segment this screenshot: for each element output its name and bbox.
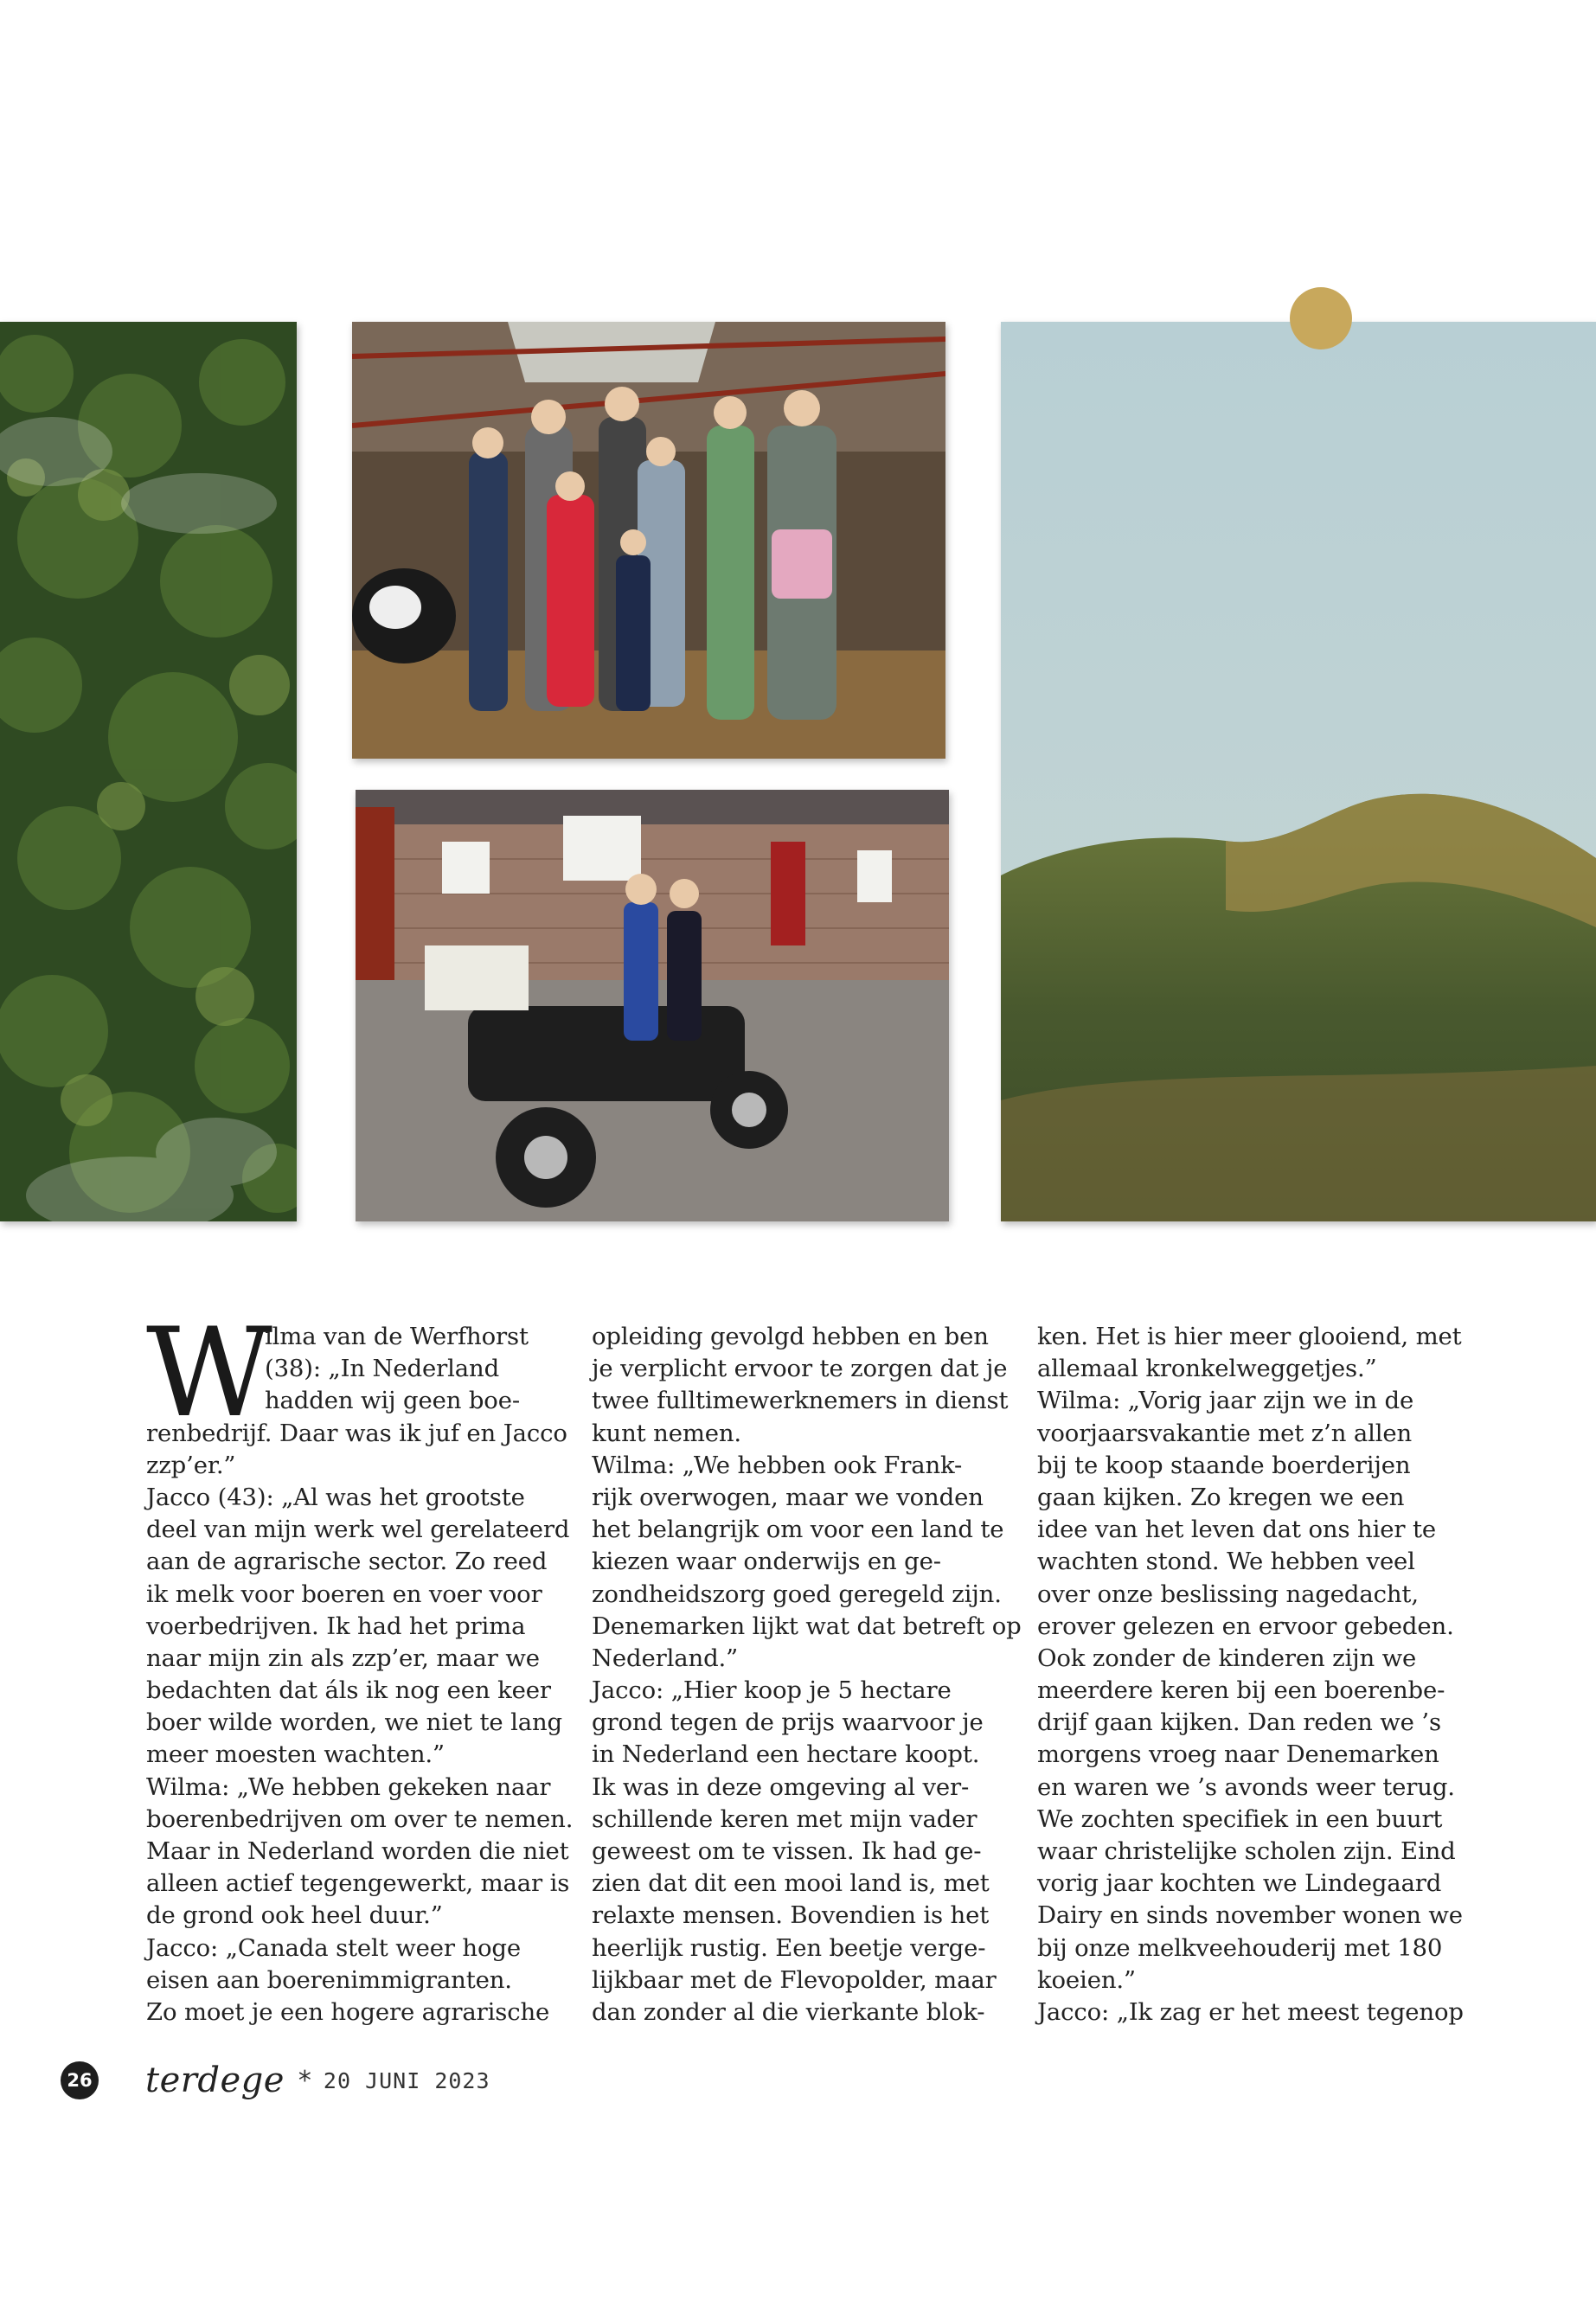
text-line: Ik was in deze omgeving al ver- [592,1772,970,1801]
text-line: voerbedrijven. Ik had het prima [146,1612,526,1640]
text-line: vorig jaar kochten we Lindegaard [1037,1869,1442,1898]
text-line: lijkbaar met de Flevopolder, maar [592,1965,997,1994]
text-line: kiezen waar onderwijs en ge- [592,1548,941,1576]
text-line: bij onze melkveehouderij met 180 [1037,1933,1443,1962]
grassy-dune-photo [1001,322,1596,1221]
text-line: twee fulltimewerknemers in dienst [592,1387,1009,1415]
text-line: renbedrijf. Daar was ik juf en Jacco [146,1419,567,1447]
text-line: Jacco: „Hier koop je 5 hectare [592,1676,952,1705]
text-line: in Nederland een hectare koopt. [592,1740,980,1769]
text-line: Maar in Nederland worden die niet [146,1837,569,1865]
text-line: Jacco: „Ik zag er het meest tegenop [1037,1997,1464,2026]
boys-on-quad-bike-photo [356,790,949,1221]
text-line: (38): „In Nederland [265,1355,500,1383]
text-line: over onze beslissing nagedacht, [1037,1580,1419,1608]
text-line: boerenbedrijven om over te nemen. [146,1804,574,1833]
text-line: grond tegen de prijs waarvoor je [592,1708,984,1737]
text-line: drijf gaan kijken. Dan reden we ’s [1037,1708,1441,1737]
text-line: bij te koop staande boerderijen [1037,1451,1411,1479]
text-line: het belangrijk om voor een land te [592,1516,1004,1544]
text-line: zzp’er.” [146,1451,236,1479]
text-line: je verplicht ervoor te zorgen dat je [592,1355,1008,1383]
text-line: allemaal kronkelweggetjes.” [1037,1355,1377,1383]
article-column-3 [1037,1321,1464,2029]
text-line: waar christelijke scholen zijn. Eind [1037,1837,1456,1865]
star-separator-icon: * [298,2065,311,2096]
text-line: Jacco: „Canada stelt weer hoge [146,1933,521,1962]
text-line: de grond ook heel duur.” [146,1901,443,1930]
text-line: schillende keren met mijn vader [592,1804,977,1833]
text-line: Wilma: „We hebben gekeken naar [146,1772,551,1801]
text-line: eisen aan boerenimmigranten. [146,1965,512,1994]
text-line: meerdere keren bij een boerenbe- [1037,1676,1445,1705]
text-line: Dairy en sinds november wonen we [1037,1901,1463,1930]
text-line: Jacco (43): „Al was het grootste [146,1483,525,1511]
text-line: Denemarken lijkt wat dat betreft op [592,1612,1022,1640]
text-line: naar mijn zin als zzp’er, maar we [146,1644,540,1672]
text-line: Ook zonder de kinderen zijn we [1037,1644,1417,1672]
page-number: 26 [61,2061,99,2099]
text-line: meer moesten wachten.” [146,1740,445,1769]
text-line: hadden wij geen boe- [265,1387,520,1415]
text-line: rijk overwogen, maar we vonden [592,1483,984,1511]
text-line: ken. Het is hier meer glooiend, met [1037,1323,1462,1350]
text-line: zien dat dit een mooi land is, met [592,1869,990,1898]
text-line: Wilma: „We hebben ook Frank- [592,1451,963,1479]
text-line: boer wilde worden, we niet te lang [146,1708,562,1737]
text-line: zondheidszorg goed geregeld zijn. [592,1580,1002,1608]
accent-dot [1290,287,1352,349]
text-line: opleiding gevolgd hebben en ben [592,1323,989,1350]
text-line: idee van het leven dat ons hier te [1037,1516,1436,1544]
text-line: en waren we ’s avonds weer terug. [1037,1772,1455,1801]
text-line: Nederland.” [592,1644,739,1672]
page-footer [61,2059,490,2102]
article-column-2 [592,1321,1022,2029]
text-line: aan de agrarische sector. Zo reed [146,1548,548,1576]
text-line: geweest om te vissen. Ik had ge- [592,1837,982,1865]
text-line: bedachten dat áls ik nog een keer [146,1676,551,1705]
article-column-1 [146,1302,574,2029]
text-line: heerlijk rustig. Een beetje verge- [592,1933,986,1962]
text-line: Wilma: „Vorig jaar zijn we in de [1037,1387,1414,1415]
text-line: kunt nemen. [592,1419,742,1447]
magazine-logo: terdege [145,2061,285,2100]
aerial-forest-photo [0,322,297,1221]
text-line: Zo moet je een hogere agrarische [146,1997,550,2026]
text-line: ik melk voor boeren en voer voor [146,1580,542,1608]
text-line: wachten stond. We hebben veel [1037,1548,1415,1576]
text-line: We zochten specifiek in een buurt [1037,1804,1443,1833]
text-line: erover gelezen en ervoor gebeden. [1037,1612,1454,1640]
text-line: relaxte mensen. Bovendien is het [592,1901,990,1930]
text-line: koeien.” [1037,1965,1136,1994]
family-in-cow-barn-photo [352,322,945,759]
text-line: voorjaarsvakantie met z’n allen [1037,1419,1413,1447]
issue-date: 20 JUNI 2023 [323,2067,490,2093]
drop-cap: W [146,1302,272,1445]
text-line: gaan kijken. Zo kregen we een [1037,1483,1405,1511]
text-line: ilma van de Werfhorst [265,1323,529,1350]
text-line: dan zonder al die vierkante blok- [592,1997,985,2026]
text-line: deel van mijn werk wel gerelateerd [146,1516,570,1544]
text-line: morgens vroeg naar Denemarken [1037,1740,1439,1769]
text-line: alleen actief tegengewerkt, maar is [146,1869,570,1898]
